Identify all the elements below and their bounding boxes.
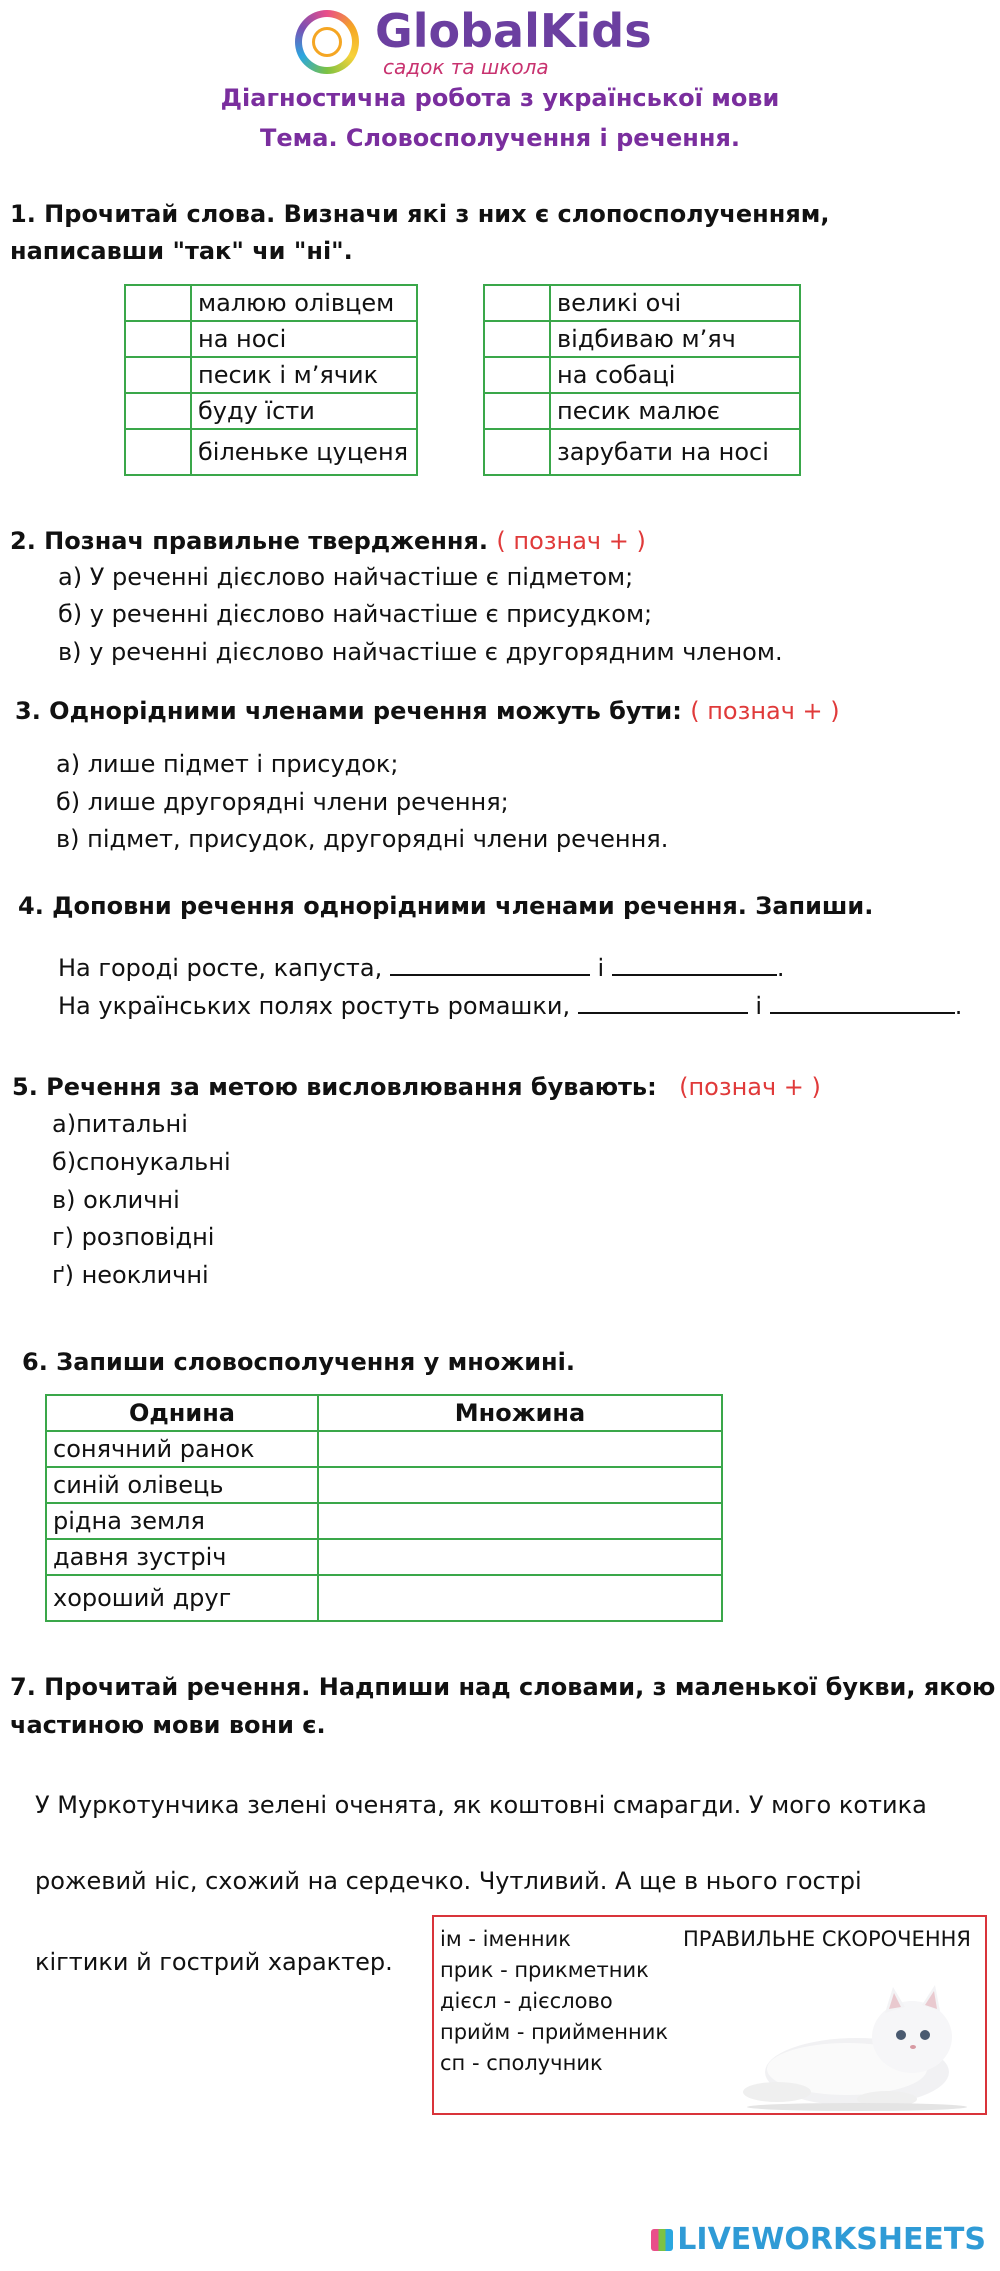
word-cell: великі очі bbox=[550, 285, 800, 321]
table-row bbox=[46, 1467, 722, 1503]
q6-title: 6. Запиши словосполучення у множині. bbox=[22, 1348, 575, 1376]
singular-cell: рідна земля bbox=[46, 1503, 318, 1539]
answer-cell[interactable] bbox=[125, 429, 191, 475]
column-header-singular: Однина bbox=[46, 1395, 318, 1431]
answer-cell[interactable] bbox=[484, 357, 550, 393]
q3-option-a[interactable]: а) лише підмет і присудок; bbox=[56, 750, 399, 778]
q2-title bbox=[10, 527, 646, 555]
q4-sentence-2 bbox=[58, 988, 962, 1020]
q4-sentence-1 bbox=[58, 950, 784, 982]
q7-title-line2: частиною мови вони є. bbox=[10, 1711, 326, 1739]
q5-title bbox=[12, 1073, 821, 1101]
q4-title: 4. Доповни речення однорідними членами речення. Запиши. bbox=[18, 892, 874, 920]
answer-cell[interactable] bbox=[484, 321, 550, 357]
q2-option-c[interactable]: в) у реченні дієслово найчастіше є другорядним членом. bbox=[58, 638, 783, 666]
word-cell: зарубати на носі bbox=[550, 429, 800, 475]
word-cell: песик малює bbox=[550, 393, 800, 429]
white-cat-image bbox=[737, 1977, 977, 2112]
q1-right-table bbox=[483, 284, 801, 476]
plural-answer-cell[interactable] bbox=[318, 1503, 722, 1539]
q7-text-line1: У Муркотунчика зелені оченята, як коштовні смарагди. У мого котика bbox=[35, 1791, 927, 1819]
q5-option-b[interactable]: б)спонукальні bbox=[52, 1148, 231, 1176]
liveworksheets-logo bbox=[651, 2222, 986, 2257]
answer-cell[interactable] bbox=[484, 285, 550, 321]
table-row bbox=[125, 393, 417, 429]
answer-cell[interactable] bbox=[484, 393, 550, 429]
answer-cell[interactable] bbox=[125, 393, 191, 429]
table-row bbox=[484, 393, 800, 429]
globalkids-logo-icon bbox=[295, 10, 359, 74]
word-cell: на носі bbox=[191, 321, 417, 357]
table-row bbox=[125, 321, 417, 357]
page-title: Діагностична робота з української мови bbox=[220, 84, 780, 112]
q2-title-text: 2. Познач правильне твердження. bbox=[10, 527, 489, 555]
plural-answer-cell[interactable] bbox=[318, 1575, 722, 1621]
table-row bbox=[484, 285, 800, 321]
table-row bbox=[46, 1539, 722, 1575]
q6-table bbox=[45, 1394, 723, 1622]
liveworksheets-text: LIVEWORKSHEETS bbox=[677, 2222, 986, 2257]
q3-option-b[interactable]: б) лише другорядні члени речення; bbox=[56, 788, 509, 816]
abbreviation-item: сп - сполучник bbox=[440, 2051, 603, 2075]
table-row bbox=[484, 321, 800, 357]
abbreviation-item: прийм - прийменник bbox=[440, 2020, 669, 2044]
abbreviation-item: дієсл - дієслово bbox=[440, 1989, 613, 2013]
liveworksheets-icon bbox=[651, 2229, 673, 2251]
q5-title-text: 5. Речення за метою висловлювання бувають: bbox=[12, 1073, 657, 1101]
q4-s2-blank-2[interactable] bbox=[770, 988, 955, 1014]
q4-s2-start: На українських полях ростуть ромашки, bbox=[58, 992, 571, 1020]
plural-answer-cell[interactable] bbox=[318, 1431, 722, 1467]
table-header-row bbox=[46, 1395, 722, 1431]
word-cell: відбиваю м’яч bbox=[550, 321, 800, 357]
answer-cell[interactable] bbox=[125, 285, 191, 321]
table-row bbox=[46, 1503, 722, 1539]
q5-option-d[interactable]: г) розповідні bbox=[52, 1223, 215, 1251]
abbreviation-item: прик - прикметник bbox=[440, 1958, 649, 1982]
table-row bbox=[125, 429, 417, 475]
singular-cell: синій олівець bbox=[46, 1467, 318, 1503]
q3-title bbox=[15, 697, 840, 725]
word-cell: песик і м’ячик bbox=[191, 357, 417, 393]
page-topic: Тема. Словосполучення і речення. bbox=[260, 124, 740, 152]
abbreviation-box bbox=[432, 1915, 987, 2115]
q4-s2-and: і bbox=[755, 992, 763, 1020]
q5-option-c[interactable]: в) окличні bbox=[52, 1186, 180, 1214]
q1-title-line1: 1. Прочитай слова. Визначи які з них є слопосполученням, bbox=[10, 200, 830, 228]
plural-answer-cell[interactable] bbox=[318, 1539, 722, 1575]
q4-s1-blank-1[interactable] bbox=[390, 950, 590, 976]
q5-option-a[interactable]: а)питальні bbox=[52, 1110, 188, 1138]
q2-option-a[interactable]: а) У реченні дієслово найчастіше є підметом; bbox=[58, 563, 634, 591]
singular-cell: сонячний ранок bbox=[46, 1431, 318, 1467]
word-cell: на собаці bbox=[550, 357, 800, 393]
brand-name: GlobalKids bbox=[375, 4, 652, 58]
q4-s2-dot: . bbox=[954, 992, 963, 1020]
answer-cell[interactable] bbox=[484, 429, 550, 475]
table-row bbox=[125, 357, 417, 393]
q7-text-line3: кігтики й гострий характер. bbox=[35, 1948, 393, 1976]
q3-option-c[interactable]: в) підмет, присудок, другорядні члени речення. bbox=[56, 825, 669, 853]
table-row bbox=[125, 285, 417, 321]
q1-title-line2: написавши "так" чи "ні". bbox=[10, 237, 353, 265]
abbreviation-item: ім - іменник bbox=[440, 1927, 571, 1951]
q4-s1-dot: . bbox=[776, 954, 785, 982]
answer-cell[interactable] bbox=[125, 321, 191, 357]
brand-subtitle: садок та школа bbox=[383, 55, 549, 79]
q4-s1-blank-2[interactable] bbox=[612, 950, 777, 976]
q3-title-text: 3. Однорідними членами речення можуть бути: bbox=[15, 697, 682, 725]
q5-hint: (познач + ) bbox=[679, 1073, 821, 1101]
abbreviation-heading: ПРАВИЛЬНЕ СКОРОЧЕННЯ bbox=[682, 1927, 971, 1951]
q5-option-e[interactable]: ґ) неокличні bbox=[52, 1261, 209, 1289]
column-header-plural: Множина bbox=[318, 1395, 722, 1431]
q4-s1-and: і bbox=[597, 954, 605, 982]
q7-text-line2: рожевий ніс, схожий на сердечко. Чутливий. А ще в нього гострі bbox=[35, 1867, 862, 1895]
word-cell: біленьке цуценя bbox=[191, 429, 417, 475]
table-row bbox=[484, 357, 800, 393]
q2-hint: ( познач + ) bbox=[496, 527, 646, 555]
word-cell: малюю олівцем bbox=[191, 285, 417, 321]
table-row bbox=[46, 1431, 722, 1467]
q4-s2-blank-1[interactable] bbox=[578, 988, 748, 1014]
singular-cell: давня зустріч bbox=[46, 1539, 318, 1575]
q4-s1-start: На городі росте, капуста, bbox=[58, 954, 383, 982]
q2-option-b[interactable]: б) у реченні дієслово найчастіше є присудком; bbox=[58, 600, 653, 628]
table-row bbox=[484, 429, 800, 475]
table-row bbox=[46, 1575, 722, 1621]
q7-title-line1: 7. Прочитай речення. Надпиши над словами, з маленької букви, якою bbox=[10, 1673, 996, 1701]
q1-left-table bbox=[124, 284, 418, 476]
q3-hint: ( познач + ) bbox=[690, 697, 840, 725]
answer-cell[interactable] bbox=[125, 357, 191, 393]
word-cell: буду їсти bbox=[191, 393, 417, 429]
singular-cell: хороший друг bbox=[46, 1575, 318, 1621]
plural-answer-cell[interactable] bbox=[318, 1467, 722, 1503]
